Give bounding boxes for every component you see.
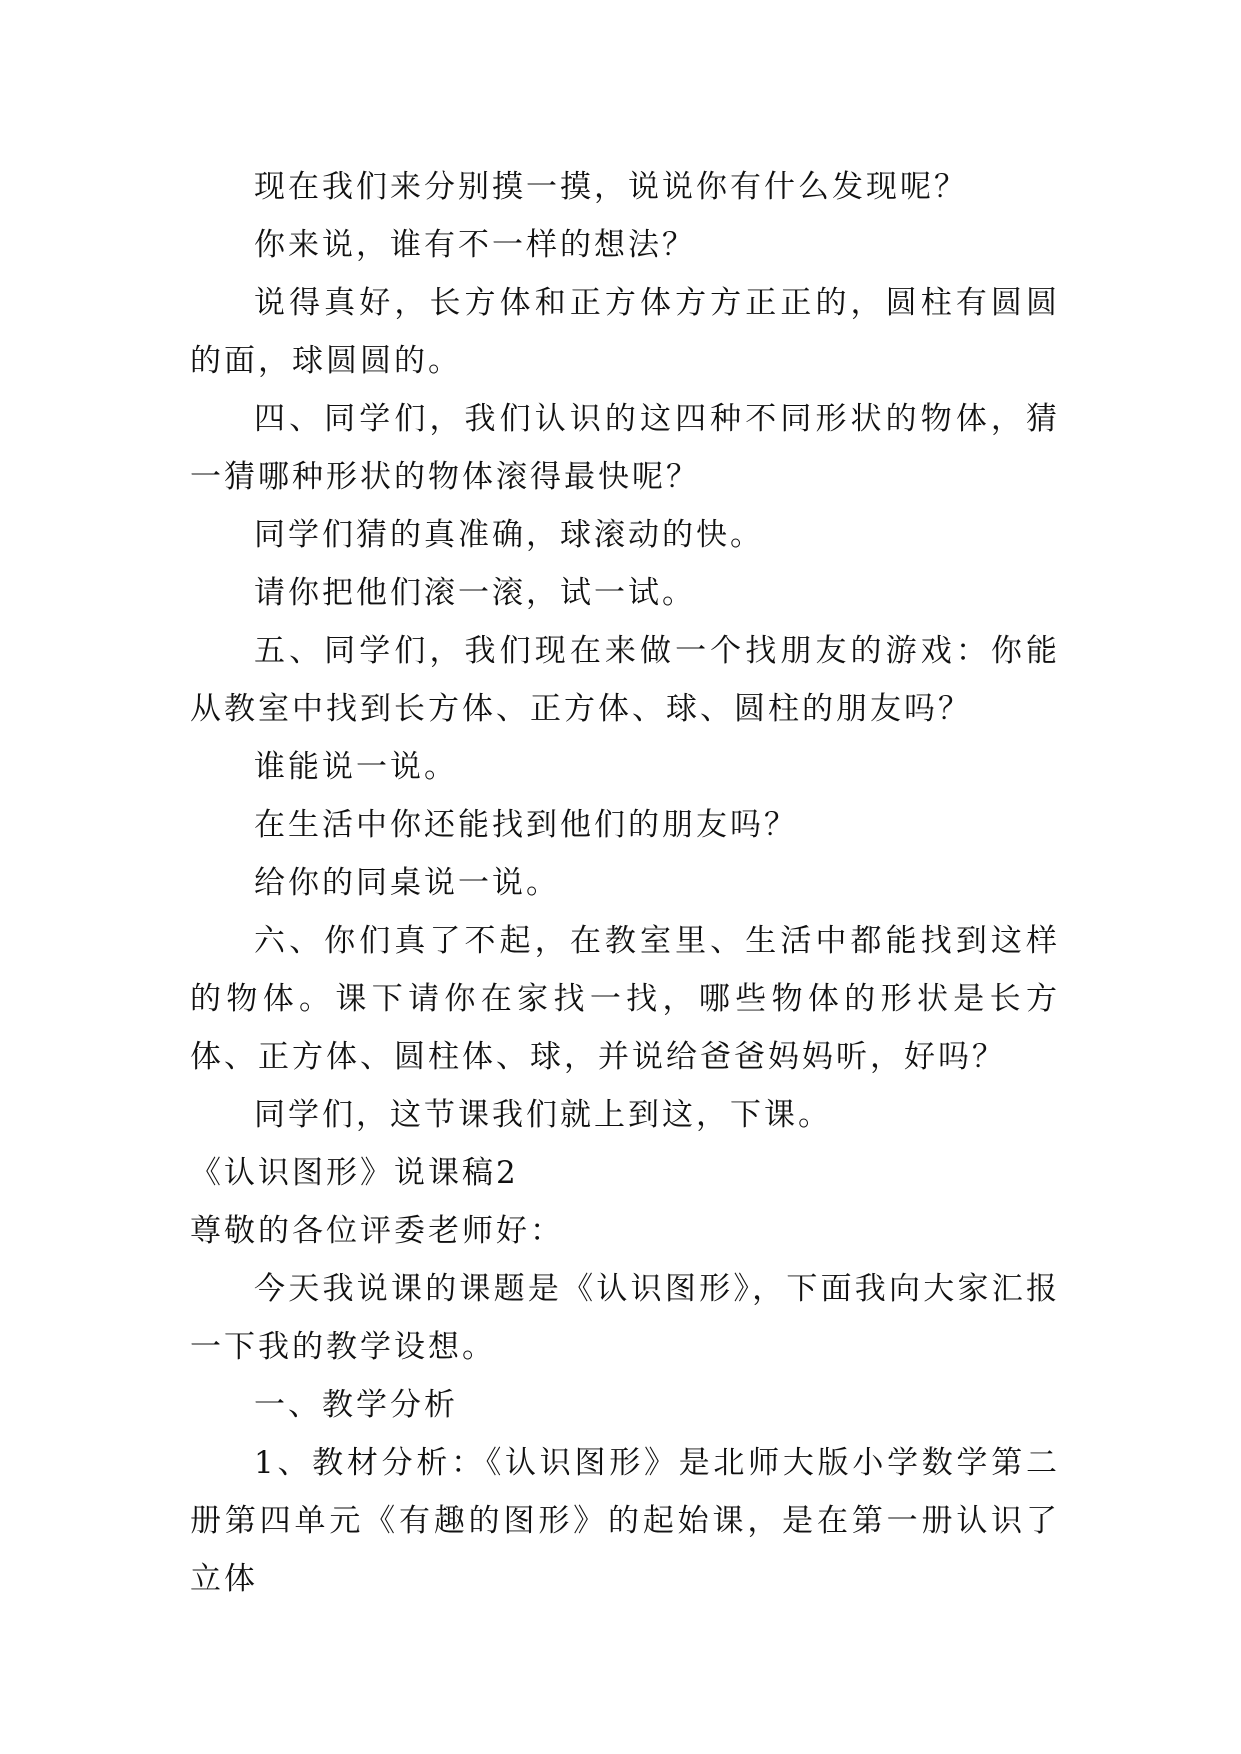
paragraph: 四、同学们，我们认识的这四种不同形状的物体，猜一猜哪种形状的物体滚得最快呢？	[190, 401, 1060, 495]
paragraph: 1、教材分析：《认识图形》是北师大版小学数学第二册第四单元《有趣的图形》的起始课，是在第一册认识了立体	[190, 1445, 1060, 1597]
paragraph: 六、你们真了不起，在教室里、生活中都能找到这样的物体。课下请你在家找一找，哪些物体的形状是长方体、正方体、圆柱体、球，并说给爸爸妈妈听，好吗？	[190, 923, 1060, 1075]
paragraph: 谁能说一说。	[254, 749, 458, 785]
paragraph: 同学们，这节课我们就上到这，下课。	[254, 1097, 832, 1133]
paragraph: 请你把他们滚一滚，试一试。	[254, 575, 696, 611]
paragraph: 你来说，谁有不一样的想法？	[254, 227, 696, 263]
salutation: 尊敬的各位评委老师好：	[190, 1213, 564, 1249]
paragraph: 现在我们来分别摸一摸，说说你有什么发现呢？	[254, 169, 968, 205]
paragraph: 在生活中你还能找到他们的朋友吗？	[254, 807, 798, 843]
paragraph: 同学们猜的真准确，球滚动的快。	[254, 517, 764, 553]
section-heading: 一、教学分析	[254, 1387, 458, 1423]
paragraph: 给你的同桌说一说。	[254, 865, 560, 901]
paragraph: 说得真好，长方体和正方体方方正正的，圆柱有圆圆的面，球圆圆的。	[190, 285, 1060, 379]
section-title: 《认识图形》说课稿2	[190, 1155, 519, 1191]
document-body	[190, 158, 1060, 1608]
paragraph: 今天我说课的课题是《认识图形》，下面我向大家汇报一下我的教学设想。	[190, 1271, 1060, 1365]
paragraph: 五、同学们，我们现在来做一个找朋友的游戏：你能从教室中找到长方体、正方体、球、圆柱的朋友吗？	[190, 633, 1060, 727]
